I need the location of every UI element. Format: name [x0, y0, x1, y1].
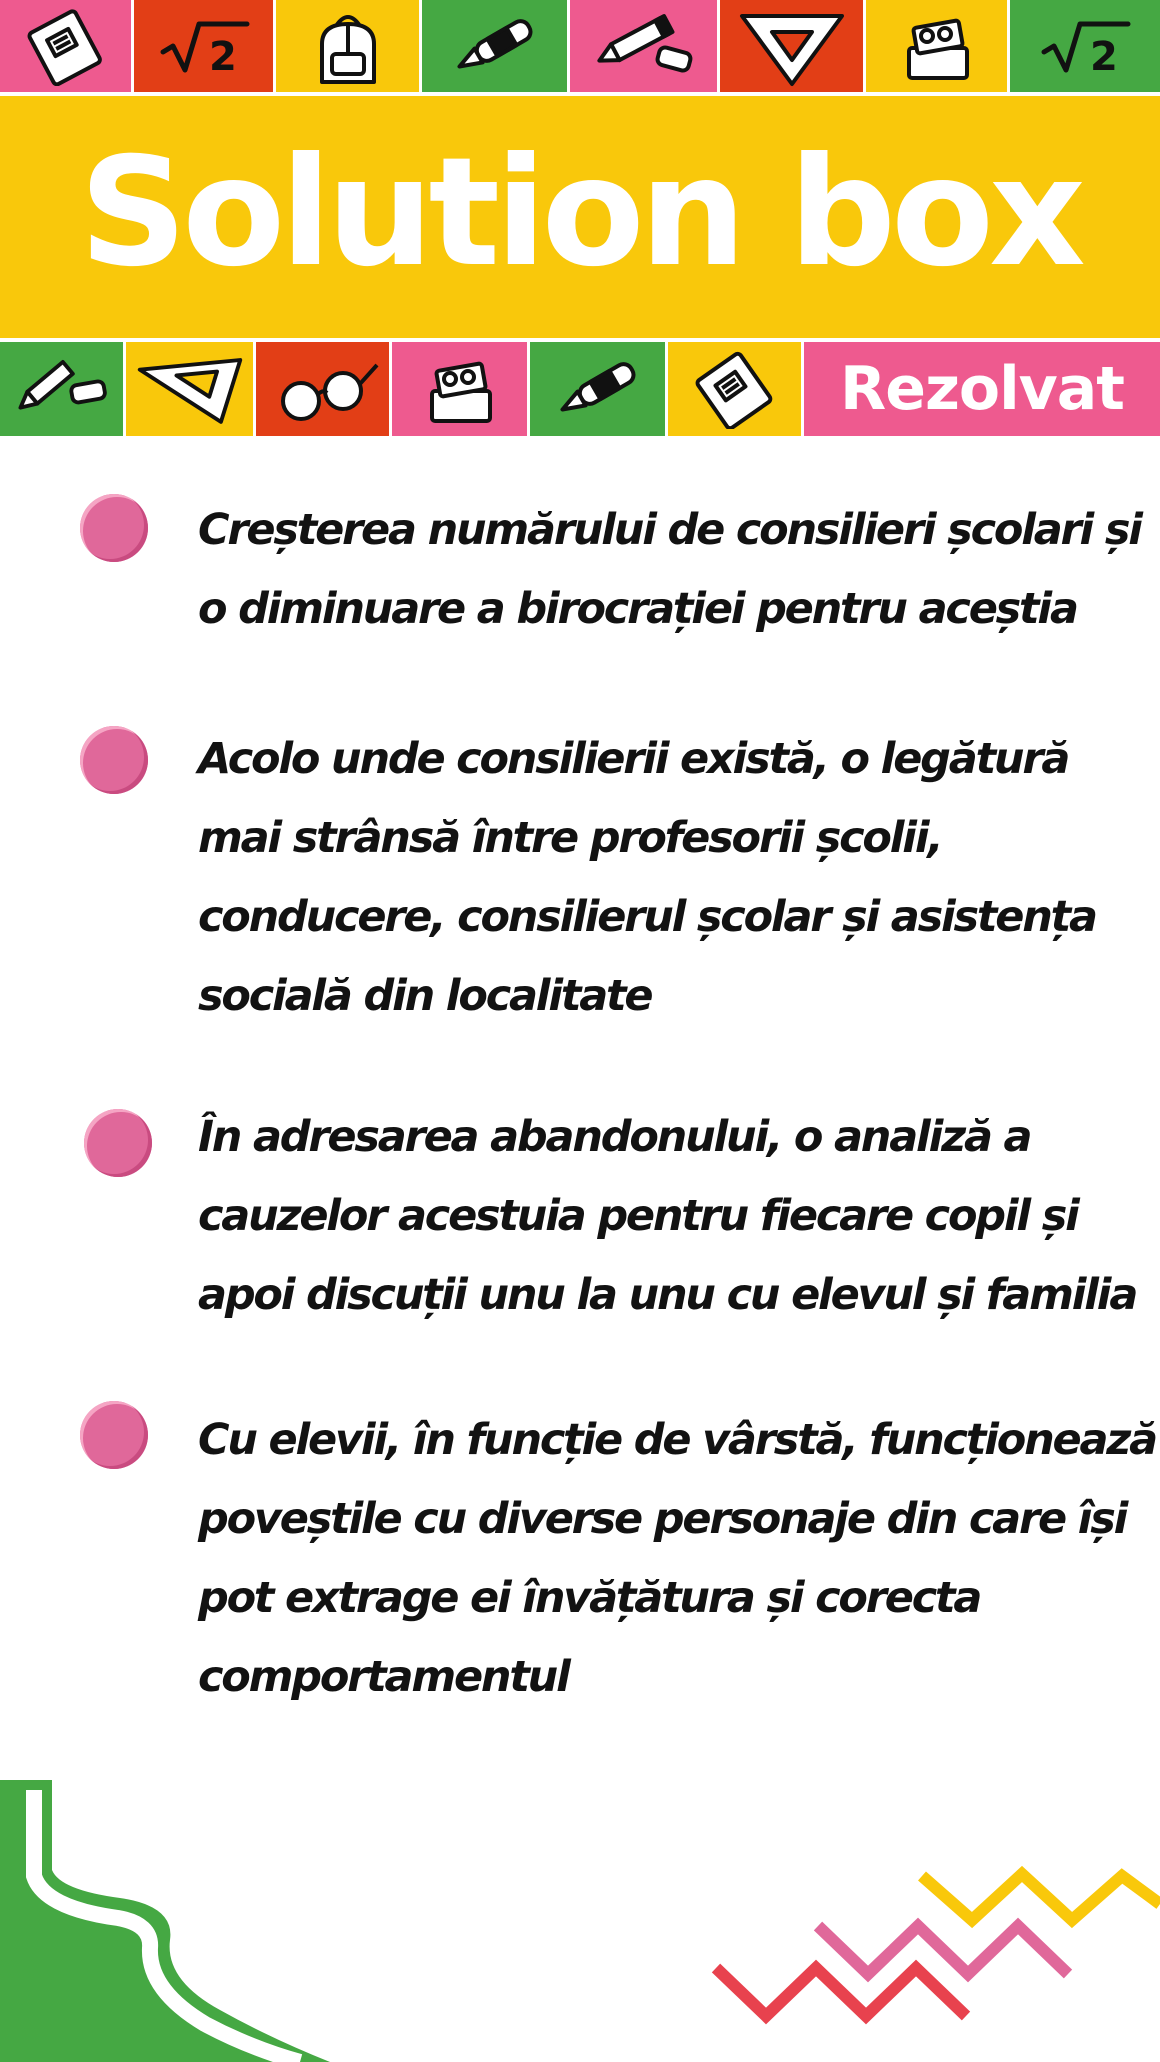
list-item-text: Acolo unde consilierii există, o legătură mai strânsă între profesorii școlii, conducere, consilierul școlar și asistența socială din localitate: [198, 734, 1096, 1021]
status-tag: Rezolvat: [840, 354, 1124, 424]
bullet-dot-icon: [80, 494, 148, 562]
list-item-text: Creșterea numărului de consilieri școlari și o diminuare a birocrației pentru aceștia: [198, 505, 1141, 634]
bullet-dot-icon: [80, 726, 148, 794]
zigzag-lines: [710, 1860, 1160, 2030]
bullet-dot-icon: [80, 1401, 148, 1469]
svg-text:2: 2: [1090, 34, 1118, 80]
list-item-text: În adresarea abandonului, o analiză a cauzelor acestuia pentru fiecare copil și apoi discuții unu la unu cu elevul și familia: [198, 1112, 1137, 1320]
green-wave-shape: [0, 1780, 330, 2062]
bullet-dot-icon: [84, 1109, 152, 1177]
svg-text:2: 2: [208, 34, 237, 80]
page-title: Solution box: [79, 126, 1081, 300]
list-item-text: Cu elevii, în funcție de vârstă, funcționează poveștile cu diverse personaje din care își pot extrage ei învățătura și corecta comportamentul: [198, 1415, 1156, 1702]
